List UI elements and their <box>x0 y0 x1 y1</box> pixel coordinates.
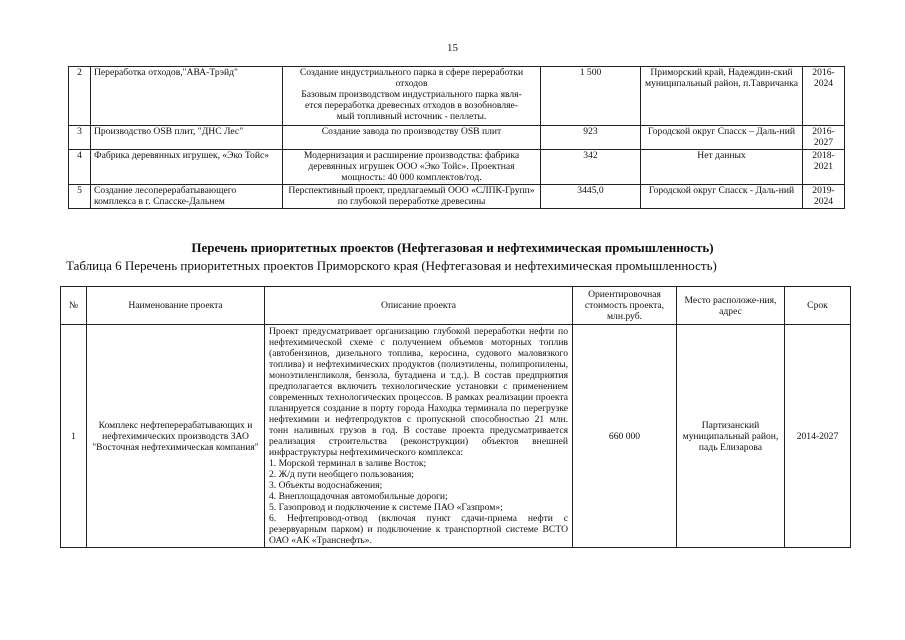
row-number: 1 <box>61 325 87 548</box>
row-number: 2 <box>69 67 91 126</box>
section-heading: Перечень приоритетных проектов (Нефтегазовая и нефтехимическая промышленность) <box>191 240 714 255</box>
project-description: Модернизация и расширение производства: фабрика деревянных игрушек ООО «Эко Тойс». Проектная мощность: 40 000 комплектов/год. <box>283 150 541 185</box>
priority-projects-table <box>60 286 851 548</box>
list-item: 3. Объекты водоснабжения; <box>269 480 383 491</box>
header-description: Описание проекта <box>265 287 573 325</box>
project-location: Нет данных <box>641 150 803 185</box>
row-number: 3 <box>69 126 91 150</box>
list-item: 1. Морской терминал в заливе Восток; <box>269 458 427 469</box>
table-header-row <box>61 287 851 325</box>
page-number: 15 <box>447 42 458 54</box>
project-location: Приморский край, Надеждин-ский муниципальный район, п.Тавричанка <box>641 67 803 126</box>
project-description <box>265 325 573 548</box>
table-row <box>69 126 845 150</box>
table-row <box>61 325 851 548</box>
project-term: 2016-2027 <box>803 126 845 150</box>
project-cost: 1 500 <box>541 67 641 126</box>
table-caption: Таблица 6 Перечень приоритетных проектов Приморского края (Нефтегазовая и нефтехимическая промышленность) <box>66 258 717 273</box>
header-cost: Ориентировочная стоимость проекта, млн.руб. <box>573 287 677 325</box>
project-cost: 923 <box>541 126 641 150</box>
project-term: 2014-2027 <box>785 325 851 548</box>
list-item: 2. Ж/д пути необщего пользования; <box>269 469 414 480</box>
header-location: Место расположе-ния, адрес <box>677 287 785 325</box>
header-term: Срок <box>785 287 851 325</box>
project-name: Переработка отходов,"АВА-Трэйд" <box>91 67 283 126</box>
project-term: 2019-2024 <box>803 185 845 209</box>
project-cost: 342 <box>541 150 641 185</box>
description-intro: Проект предусматривает организацию глубокой переработки нефти по нефтехимической схеме с получением объемов моторных топлив (автобензинов, дизельного топлива, керосина, судового маловязкого топлива) и нефтехимических продуктов (полиэтилены, полипропилены, моноэтиленгликоля, бензола, бутадиена и т.д.). В состав предприятия предполагается включить технологические установки с применением современных технологических процессов. В рамках реализации проекта планируется создание в порту города Находка терминала по перегрузке нефтехимии и нефтепродуктов с пропускной способностью 21 млн. тонн наливных грузов в год. В составе проекта предусматривается реализация строительства (реконструкции) объектов внешней инфраструктуры нефтехимического комплекса: <box>269 326 568 458</box>
list-item: 5. Газопровод и подключение к системе ПАО «Газпром»; <box>269 502 503 513</box>
header-name: Наименование проекта <box>87 287 265 325</box>
row-number: 4 <box>69 150 91 185</box>
project-description: Создание индустриального парка в сфере переработки отходов Базовым производством индустриального парка явля- ется переработка древесных отходов в возобновляе- мый топливный источник - пеллеты. <box>283 67 541 126</box>
projects-table-continued <box>68 66 845 209</box>
list-item: 4. Внеплощадочная автомобильные дороги; <box>269 491 448 502</box>
project-name: Комплекс нефтеперерабатывающих и нефтехимических производств ЗАО "Восточная нефтехимическая компания" <box>87 325 265 548</box>
project-description: Перспективный проект, предлагаемый ООО «СЛПК-Групп» по глубокой переработке древесины <box>283 185 541 209</box>
header-number: № <box>61 287 87 325</box>
table-row <box>69 185 845 209</box>
project-cost: 660 000 <box>573 325 677 548</box>
project-description: Создание завода по производству OSB плит <box>283 126 541 150</box>
project-name: Фабрика деревянных игрушек, «Эко Тойс» <box>91 150 283 185</box>
project-term: 2016-2024 <box>803 67 845 126</box>
project-name: Производство OSB плит, "ДНС Лес" <box>91 126 283 150</box>
project-name: Создание лесоперерабатывающего комплекса в г. Спасске-Дальнем <box>91 185 283 209</box>
row-number: 5 <box>69 185 91 209</box>
table-row <box>69 150 845 185</box>
project-location: Партизанский муниципальный район, падь Елизарова <box>677 325 785 548</box>
table-row <box>69 67 845 126</box>
project-location: Городской округ Спасск - Даль-ний <box>641 185 803 209</box>
project-location: Городской округ Спасск – Даль-ний <box>641 126 803 150</box>
project-term: 2018-2021 <box>803 150 845 185</box>
list-item: 6. Нефтепровод-отвод (включая пункт сдачи-приема нефти с резервуарным парком) и подключение к транспортной системе ВСТО ОАО «АК «Транснефть». <box>269 513 568 546</box>
project-cost: 3445,0 <box>541 185 641 209</box>
